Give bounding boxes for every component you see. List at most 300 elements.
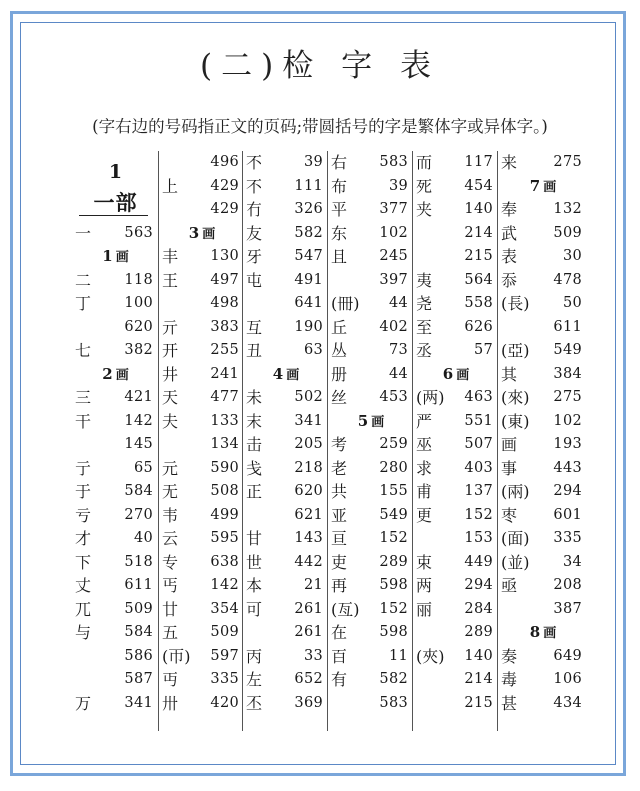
- entry-character: 才: [75, 529, 92, 548]
- entry-page-number: 341: [124, 694, 153, 711]
- entry-page-number: 563: [124, 224, 153, 241]
- radical-heading: [73, 151, 158, 222]
- entry-page-number: 499: [210, 506, 239, 523]
- index-column: [160, 151, 244, 715]
- entry-character: 有: [331, 670, 348, 689]
- index-entry: [499, 316, 587, 340]
- entry-character: 下: [75, 552, 92, 572]
- entry-page-number: 590: [210, 459, 239, 476]
- entry-character: 毒: [501, 670, 518, 689]
- entry-page-number: 214: [464, 671, 493, 687]
- entry-character: (東): [501, 411, 530, 431]
- stroke-count-label: 画: [543, 626, 557, 641]
- entry-page-number: 621: [294, 506, 323, 523]
- entry-page-number: 261: [294, 624, 323, 640]
- entry-character: 互: [246, 317, 263, 337]
- entry-page-number: 153: [464, 530, 493, 546]
- index-entry: [73, 504, 158, 528]
- entry-character: 再: [331, 576, 348, 595]
- entry-page-number: 294: [553, 483, 582, 499]
- entry-page-number: 133: [210, 412, 239, 429]
- entry-page-number: 429: [210, 177, 239, 194]
- entry-page-number: 453: [379, 389, 408, 405]
- stroke-count-label: 画: [371, 414, 385, 430]
- entry-page-number: 547: [294, 248, 323, 264]
- entry-page-number: 491: [294, 271, 323, 288]
- entry-character: 击: [246, 435, 263, 454]
- stroke-count-number: 6: [442, 364, 454, 383]
- entry-page-number: 652: [294, 671, 323, 687]
- index-entry: [160, 574, 244, 598]
- index-entry: [244, 480, 328, 504]
- stroke-count-number: 8: [529, 623, 541, 641]
- entry-page-number: 549: [553, 342, 582, 358]
- entry-page-number: 551: [464, 412, 493, 429]
- entry-character: 无: [162, 482, 179, 501]
- entry-page-number: 208: [553, 577, 582, 593]
- entry-page-number: 102: [553, 412, 582, 429]
- entry-character: 亘: [331, 529, 348, 548]
- index-column: [499, 151, 587, 715]
- entry-character: 可: [246, 599, 263, 619]
- entry-page-number: 341: [294, 412, 323, 429]
- index-entry: [329, 363, 413, 387]
- index-entry: [73, 222, 158, 246]
- entry-character: 廿: [162, 599, 179, 619]
- entry-page-number: 132: [553, 201, 582, 217]
- index-entry: [329, 668, 413, 692]
- entry-page-number: 137: [464, 483, 493, 499]
- entry-page-number: 106: [553, 671, 582, 687]
- entry-page-number: 73: [388, 342, 408, 358]
- entry-page-number: 245: [379, 248, 408, 264]
- entry-character: 束: [416, 552, 433, 572]
- entry-page-number: 558: [464, 295, 493, 311]
- entry-page-number: 134: [210, 436, 239, 452]
- entry-character: 百: [331, 646, 348, 666]
- entry-character: 严: [416, 411, 433, 431]
- entry-character: 至: [416, 317, 433, 337]
- entry-character: 干: [75, 411, 92, 431]
- index-entry: [499, 410, 587, 434]
- entry-page-number: 335: [210, 671, 239, 687]
- index-entry: [414, 621, 498, 645]
- index-entry: [73, 386, 158, 410]
- entry-character: 屯: [246, 270, 263, 290]
- index-entry: [73, 292, 158, 316]
- index-entry: [244, 504, 328, 528]
- index-entry: [73, 269, 158, 293]
- entry-character: 云: [162, 529, 179, 548]
- index-entry: [414, 692, 498, 716]
- index-entry: [244, 668, 328, 692]
- entry-page-number: 508: [210, 483, 239, 499]
- entry-page-number: 30: [562, 248, 582, 264]
- index-entry: [329, 245, 413, 269]
- entry-page-number: 142: [124, 412, 153, 429]
- entry-page-number: 587: [124, 671, 153, 687]
- entry-character: 井: [162, 364, 179, 384]
- index-entry: [414, 480, 498, 504]
- index-entry: [244, 292, 328, 316]
- entry-character: 夷: [416, 270, 433, 290]
- entry-character: (帀): [162, 646, 191, 666]
- index-entry: [73, 316, 158, 340]
- entry-character: 丙: [246, 646, 263, 666]
- entry-character: (夾): [416, 646, 445, 666]
- index-entry: [160, 621, 244, 645]
- entry-page-number: 498: [210, 295, 239, 311]
- entry-page-number: 454: [464, 177, 493, 194]
- index-entry: [244, 433, 328, 457]
- entry-page-number: 39: [388, 177, 408, 194]
- index-entry: [499, 222, 587, 246]
- entry-character: (亞): [501, 341, 530, 360]
- entry-character: 奉: [501, 200, 518, 219]
- index-entry: [414, 574, 498, 598]
- index-entry: [499, 668, 587, 692]
- entry-page-number: 638: [210, 553, 239, 570]
- index-entry: [499, 480, 587, 504]
- index-entry: [499, 339, 587, 363]
- entry-page-number: 130: [210, 248, 239, 264]
- stroke-count-number: 7: [529, 176, 541, 195]
- entry-character: 万: [75, 693, 92, 713]
- entry-character: 甚: [501, 693, 518, 713]
- index-entry: [160, 410, 244, 434]
- entry-character: 不: [246, 153, 263, 172]
- entry-page-number: 44: [388, 365, 408, 382]
- index-entry: [244, 598, 328, 622]
- entry-character: 丐: [162, 576, 179, 595]
- entry-page-number: 421: [124, 389, 153, 405]
- index-entry: [414, 668, 498, 692]
- entry-page-number: 118: [124, 271, 153, 288]
- entry-character: 五: [162, 623, 179, 642]
- entry-page-number: 280: [379, 459, 408, 476]
- entry-character: 东: [331, 223, 348, 243]
- index-entry: [329, 574, 413, 598]
- entry-character: 牙: [246, 247, 263, 266]
- index-entry: [160, 151, 244, 175]
- index-entry: [160, 480, 244, 504]
- index-entry: [329, 645, 413, 669]
- index-entry: [499, 269, 587, 293]
- index-entry: [329, 269, 413, 293]
- entry-character: 且: [331, 247, 348, 266]
- stroke-count-label: 画: [115, 367, 129, 383]
- entry-page-number: 335: [553, 530, 582, 546]
- index-entry: [414, 198, 498, 222]
- entry-character: (面): [501, 529, 530, 548]
- entry-character: 表: [501, 247, 518, 266]
- entry-page-number: 140: [464, 647, 493, 664]
- entry-page-number: 215: [464, 694, 493, 711]
- stroke-count-number: 4: [272, 364, 284, 383]
- stroke-count-number: 3: [188, 223, 200, 242]
- index-entry: [160, 457, 244, 481]
- index-entry: [329, 527, 413, 551]
- entry-page-number: 442: [294, 553, 323, 570]
- entry-page-number: 582: [379, 671, 408, 687]
- index-column: [414, 151, 498, 715]
- stroke-count-number: 1: [102, 247, 113, 265]
- stroke-count-heading: [499, 621, 587, 645]
- entry-character: 二: [75, 270, 92, 290]
- index-entry: [73, 645, 158, 669]
- index-entry: [414, 316, 498, 340]
- entry-page-number: 429: [210, 201, 239, 217]
- index-entry: [329, 598, 413, 622]
- entry-page-number: 449: [464, 553, 493, 570]
- entry-page-number: 152: [379, 530, 408, 546]
- entry-character: (亙): [331, 599, 360, 619]
- entry-page-number: 152: [464, 506, 493, 523]
- entry-character: 布: [331, 176, 348, 196]
- entry-page-number: 289: [379, 553, 408, 570]
- entry-page-number: 261: [294, 600, 323, 617]
- entry-character: 末: [246, 411, 263, 431]
- stroke-count-heading: [499, 175, 587, 199]
- entry-page-number: 420: [210, 694, 239, 711]
- index-entry: [160, 269, 244, 293]
- index-entry: [160, 386, 244, 410]
- index-entry: [244, 551, 328, 575]
- index-column: [73, 151, 158, 715]
- entry-character: 册: [331, 364, 348, 384]
- entry-page-number: 443: [553, 459, 582, 476]
- entry-page-number: 598: [379, 577, 408, 593]
- entry-page-number: 584: [124, 483, 153, 499]
- entry-page-number: 383: [210, 318, 239, 335]
- entry-character: 画: [501, 435, 518, 454]
- index-entry: [160, 292, 244, 316]
- entry-character: 枣: [501, 505, 518, 525]
- stroke-count-label: 画: [456, 367, 470, 383]
- index-entry: [329, 316, 413, 340]
- stroke-count-heading: [414, 363, 498, 387]
- entry-character: 七: [75, 341, 92, 360]
- entry-page-number: 33: [303, 647, 323, 664]
- index-entry: [160, 198, 244, 222]
- entry-page-number: 518: [124, 553, 153, 570]
- stroke-count-heading: [329, 410, 413, 434]
- index-entry: [73, 433, 158, 457]
- entry-character: 右: [331, 153, 348, 172]
- index-entry: [160, 316, 244, 340]
- entry-page-number: 584: [124, 624, 153, 640]
- index-entry: [244, 692, 328, 716]
- entry-character: 求: [416, 458, 433, 478]
- index-entry: [499, 551, 587, 575]
- index-entry: [73, 574, 158, 598]
- entry-page-number: 582: [294, 224, 323, 241]
- index-entry: [499, 363, 587, 387]
- index-entry: [414, 151, 498, 175]
- entry-page-number: 387: [553, 600, 582, 617]
- radical-underline: [79, 215, 148, 216]
- index-entry: [73, 457, 158, 481]
- index-entry: [73, 339, 158, 363]
- index-column: [329, 151, 413, 715]
- entry-page-number: 397: [379, 271, 408, 288]
- index-entry: [414, 292, 498, 316]
- entry-page-number: 63: [303, 342, 323, 358]
- entry-character: (長): [501, 294, 530, 313]
- entry-page-number: 509: [210, 624, 239, 640]
- entry-page-number: 649: [553, 647, 582, 664]
- entry-character: 忝: [501, 270, 518, 290]
- entry-page-number: 595: [210, 530, 239, 546]
- index-entry: [73, 668, 158, 692]
- entry-character: 不: [246, 176, 263, 196]
- entry-page-number: 477: [210, 389, 239, 405]
- entry-character: 三: [75, 388, 92, 407]
- entry-character: 元: [162, 458, 179, 478]
- entry-page-number: 382: [124, 342, 153, 358]
- index-entry: [499, 198, 587, 222]
- index-entry: [73, 551, 158, 575]
- entry-character: 韦: [162, 505, 179, 525]
- entry-character: 一: [75, 223, 92, 243]
- entry-character: 巫: [416, 435, 433, 454]
- index-entry: [160, 363, 244, 387]
- entry-page-number: 326: [294, 201, 323, 217]
- entry-page-number: 597: [210, 647, 239, 664]
- index-entry: [499, 386, 587, 410]
- index-entry: [329, 151, 413, 175]
- index-entry: [160, 551, 244, 575]
- column-separator: [158, 151, 159, 731]
- entry-page-number: 377: [379, 201, 408, 217]
- entry-character: 老: [331, 458, 348, 478]
- entry-character: 卅: [162, 693, 179, 713]
- stroke-count-heading: [73, 245, 158, 269]
- entry-page-number: 497: [210, 271, 239, 288]
- entry-page-number: 65: [133, 459, 153, 476]
- index-entry: [329, 621, 413, 645]
- entry-page-number: 152: [379, 600, 408, 617]
- entry-page-number: 111: [294, 177, 323, 194]
- entry-page-number: 641: [294, 295, 323, 311]
- entry-character: 夫: [162, 411, 179, 431]
- entry-page-number: 384: [553, 365, 582, 382]
- entry-character: 开: [162, 341, 179, 360]
- index-entry: [414, 269, 498, 293]
- entry-character: 友: [246, 223, 263, 243]
- entry-character: 亟: [501, 576, 518, 595]
- index-entry: [414, 386, 498, 410]
- entry-page-number: 11: [388, 647, 408, 664]
- index-entry: [414, 457, 498, 481]
- entry-character: (两): [416, 388, 445, 407]
- entry-page-number: 403: [464, 459, 493, 476]
- entry-character: 王: [162, 270, 179, 290]
- radical-number: 1: [108, 161, 123, 183]
- entry-character: 丝: [331, 388, 348, 407]
- entry-character: 武: [501, 223, 518, 243]
- index-entry: [499, 433, 587, 457]
- index-entry: [244, 151, 328, 175]
- index-entry: [499, 245, 587, 269]
- index-entry: [160, 504, 244, 528]
- stroke-count-label: 画: [115, 250, 129, 265]
- index-entry: [329, 504, 413, 528]
- entry-character: 甘: [246, 529, 263, 548]
- entry-page-number: 289: [464, 624, 493, 640]
- entry-character: 事: [501, 458, 518, 478]
- entry-page-number: 140: [464, 201, 493, 217]
- entry-page-number: 507: [464, 436, 493, 452]
- entry-character: 丞: [416, 341, 433, 360]
- entry-page-number: 275: [553, 389, 582, 405]
- entry-character: 世: [246, 552, 263, 572]
- index-entry: [73, 527, 158, 551]
- page-subtitle: (字右边的号码指正文的页码;带圆括号的字是繁体字或异体字。): [92, 117, 548, 136]
- index-entry: [499, 292, 587, 316]
- entry-page-number: 275: [553, 154, 582, 170]
- index-entry: [414, 551, 498, 575]
- entry-page-number: 190: [294, 318, 323, 335]
- entry-page-number: 205: [294, 436, 323, 452]
- index-entry: [329, 175, 413, 199]
- index-entry: [160, 527, 244, 551]
- index-entry: [160, 692, 244, 716]
- index-entry: [244, 316, 328, 340]
- entry-page-number: 218: [294, 459, 323, 476]
- entry-character: 而: [416, 153, 433, 172]
- entry-page-number: 142: [210, 577, 239, 593]
- index-entry: [244, 645, 328, 669]
- entry-character: 丛: [331, 341, 348, 360]
- entry-character: 亚: [331, 505, 348, 525]
- entry-character: 甫: [416, 482, 433, 501]
- index-entry: [414, 645, 498, 669]
- index-entry: [414, 339, 498, 363]
- index-entry: [329, 292, 413, 316]
- index-entry: [244, 222, 328, 246]
- index-entry: [329, 480, 413, 504]
- entry-character: (冊): [331, 294, 360, 313]
- entry-page-number: 509: [124, 600, 153, 617]
- entry-page-number: 100: [124, 295, 153, 311]
- entry-page-number: 155: [379, 483, 408, 499]
- index-entry: [160, 645, 244, 669]
- entry-page-number: 284: [464, 600, 493, 617]
- entry-character: 其: [501, 364, 518, 384]
- index-entry: [329, 551, 413, 575]
- entry-page-number: 294: [464, 577, 493, 593]
- entry-page-number: 255: [210, 342, 239, 358]
- entry-page-number: 509: [553, 224, 582, 241]
- entry-character: (並): [501, 552, 530, 572]
- entry-character: 丰: [162, 247, 179, 266]
- entry-character: 来: [501, 153, 518, 172]
- entry-character: 丑: [246, 341, 263, 360]
- index-entry: [160, 245, 244, 269]
- entry-character: 戋: [246, 458, 263, 478]
- entry-character: 夹: [416, 200, 433, 219]
- entry-character: 丽: [416, 599, 433, 619]
- entry-character: 死: [416, 176, 433, 196]
- index-entry: [499, 574, 587, 598]
- entry-page-number: 620: [294, 483, 323, 499]
- entry-page-number: 611: [553, 318, 582, 335]
- index-column: [244, 151, 328, 715]
- index-entry: [499, 692, 587, 716]
- entry-page-number: 586: [124, 647, 153, 664]
- index-entry: [329, 339, 413, 363]
